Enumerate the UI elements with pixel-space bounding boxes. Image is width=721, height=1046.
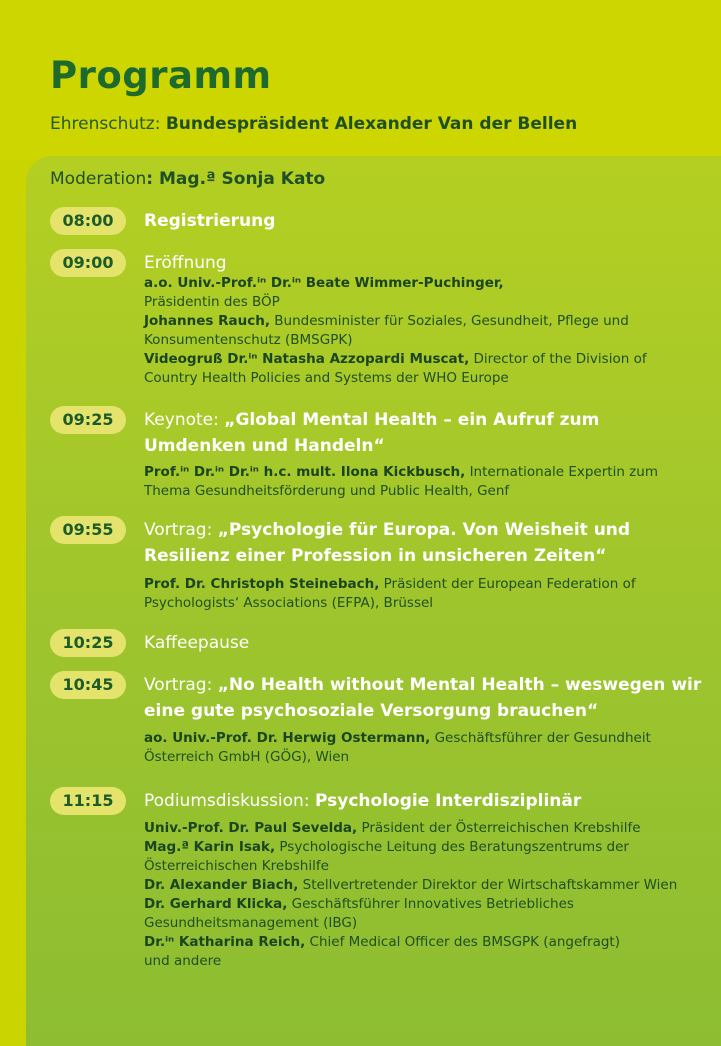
time-badge: 10:25 (50, 629, 126, 657)
speaker-role: Präsidentin des BÖP (144, 294, 280, 310)
speaker (144, 575, 704, 613)
heading-plain: Eröffnung (144, 253, 227, 273)
agenda-heading (144, 208, 704, 234)
speaker (144, 729, 704, 767)
speaker-list (144, 819, 704, 971)
agenda-heading (144, 630, 704, 656)
time-badge: 09:55 (50, 516, 126, 544)
patronage-label: Ehrenschutz: (50, 114, 161, 134)
speaker-role: Director of the Division of Country Health Policies and Systems der WHO Europe (144, 351, 647, 386)
heading-bold: Psychologie Interdisziplinär (314, 791, 582, 811)
speaker-name: Videogruß Dr.ⁱⁿ Natasha Azzopardi Muscat, (144, 351, 470, 367)
heading-bold: Registrierung (144, 211, 276, 231)
closing-note: und andere (144, 953, 222, 969)
speaker (144, 838, 704, 876)
heading-plain: Kaffeepause (144, 633, 250, 653)
speaker-role: Chief Medical Officer des BMSGPK (angefragt) (309, 934, 620, 950)
agenda-heading (144, 517, 704, 569)
speaker-name: a.o. Univ.-Prof.ⁱⁿ Dr.ⁱⁿ Beate Wimmer-Puchinger, (144, 275, 504, 291)
speaker-name: Univ.-Prof. Dr. Paul Sevelda, (144, 820, 358, 836)
speaker-role: Bundesminister für Soziales, Gesundheit, Pflege und Konsumentenschutz (BMSGPK) (144, 313, 629, 348)
heading-plain: Vortrag: (144, 675, 218, 695)
heading-plain: Vortrag: (144, 520, 218, 540)
time-badge: 09:25 (50, 406, 126, 434)
agenda-heading (144, 250, 704, 276)
speaker-name: Prof. Dr. Christoph Steinebach, (144, 576, 380, 592)
speaker-role: Präsident der European Federation of Psychologists‘ Associations (EFPA), Brüssel (144, 576, 636, 611)
speaker-list (144, 274, 704, 388)
speaker (144, 895, 704, 933)
speaker-role: Präsident der Österreichischen Krebshilfe (361, 820, 641, 836)
speaker-role: Stellvertretender Direktor der Wirtschaftskammer Wien (302, 877, 678, 893)
speaker-list (144, 575, 704, 613)
speaker-role: Geschäftsführer der Gesundheit Österreich GmbH (GÖG), Wien (144, 730, 651, 765)
moderation-name: : Mag.ª Sonja Kato (146, 169, 326, 189)
speaker (144, 819, 704, 838)
moderation (50, 169, 325, 189)
time-badge: 08:00 (50, 207, 126, 235)
heading-bold: „No Health without Mental Health – weswegen wir eine gute psychosoziale Versorgung brauchen“ (144, 675, 702, 721)
speaker-name: Johannes Rauch, (144, 313, 270, 329)
speaker-name: Prof.ⁱⁿ Dr.ⁱⁿ Dr.ⁱⁿ h.c. mult. Ilona Kickbusch, (144, 464, 466, 480)
speaker-list (144, 463, 704, 501)
speaker-list (144, 729, 704, 767)
speaker-name: Dr. Gerhard Klicka, (144, 896, 288, 912)
speaker (144, 350, 704, 388)
speaker-name: Mag.ª Karin Isak, (144, 839, 276, 855)
speaker (144, 274, 704, 312)
speaker-role: Psychologische Leitung des Beratungszentrums der Österreichischen Krebshilfe (144, 839, 629, 874)
speaker (144, 933, 704, 952)
speaker (144, 463, 704, 501)
speaker-role: Internationale Expertin zum Thema Gesundheitsförderung und Public Health, Genf (144, 464, 658, 499)
time-badge: 09:00 (50, 249, 126, 277)
heading-bold: „Psychologie für Europa. Von Weisheit und Resilienz einer Profession in unsicheren Zeiten“ (144, 520, 631, 566)
speaker-role: Geschäftsführer Innovatives Betriebliches Gesundheitsmanagement (IBG) (144, 896, 574, 931)
agenda-heading (144, 788, 704, 814)
heading-plain: Podiumsdiskussion: (144, 791, 315, 811)
page-title: Programm (50, 54, 272, 97)
time-badge: 11:15 (50, 787, 126, 815)
agenda-heading (144, 672, 704, 724)
heading-plain: Keynote: (144, 410, 225, 430)
speaker-name: ao. Univ.-Prof. Dr. Herwig Ostermann, (144, 730, 431, 746)
speaker (144, 312, 704, 350)
speaker-name: Dr.ⁱⁿ Katharina Reich, (144, 934, 306, 950)
moderation-label: Moderation (50, 169, 147, 189)
speaker (144, 876, 704, 895)
agenda-heading (144, 407, 704, 459)
patronage-name: Bundespräsident Alexander Van der Bellen (165, 114, 578, 134)
speaker-name: Dr. Alexander Biach, (144, 877, 299, 893)
patronage (50, 114, 577, 134)
time-badge: 10:45 (50, 671, 126, 699)
heading-bold: „Global Mental Health – ein Aufruf zum Umdenken und Handeln“ (144, 410, 600, 456)
